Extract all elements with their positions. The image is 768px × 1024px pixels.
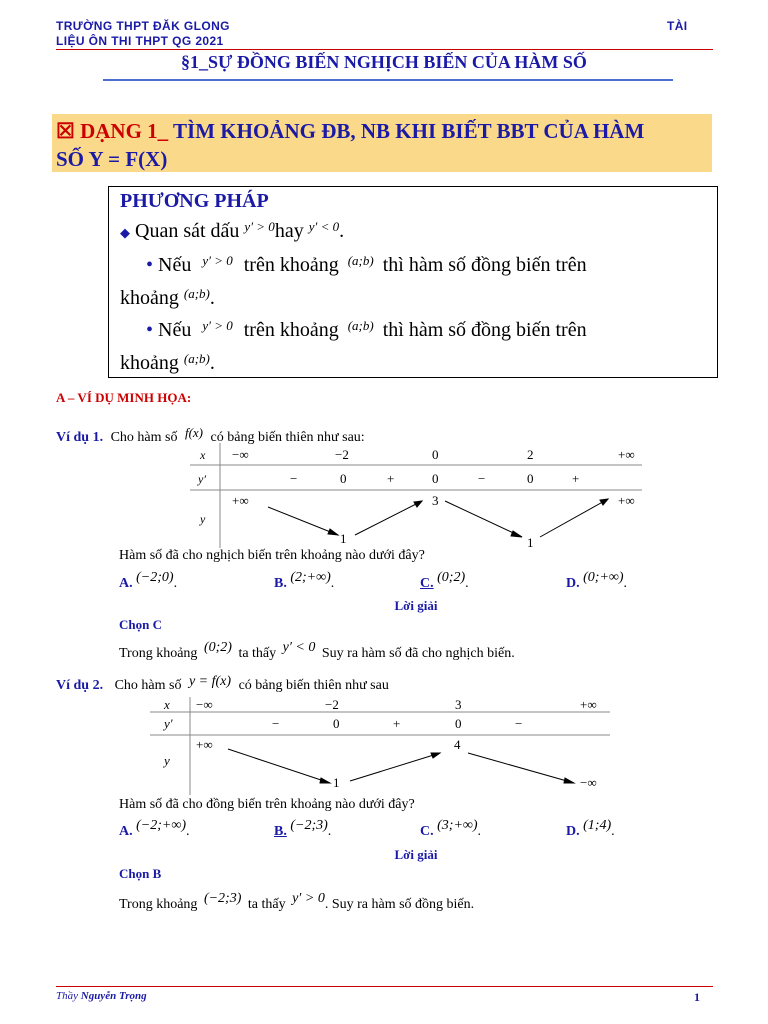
header-right: TÀI: [667, 19, 688, 33]
x-value: −2: [335, 447, 349, 462]
x-value: 3: [455, 697, 462, 712]
solution-text: Trong khoảng: [119, 646, 198, 661]
y-value: 1: [527, 535, 534, 548]
footer-author-name: Nguyễn Trọng: [80, 990, 147, 1002]
math: (a;b): [347, 318, 374, 333]
sign: 0: [333, 716, 340, 731]
increase-arrow: [540, 499, 608, 537]
option-value: (−2;3): [290, 818, 328, 833]
example-2-question: Hàm số đã cho đồng biến trên khoảng nào dưới đây?: [119, 797, 415, 812]
example-text: Cho hàm số: [110, 430, 178, 445]
example-1-question: Hàm số đã cho nghịch biến trên khoảng nào dưới đây?: [119, 548, 425, 563]
option-label-correct: C.: [420, 576, 434, 591]
method-text: trên khoảng: [243, 254, 339, 276]
arrowhead: [564, 778, 574, 783]
method-text: hay: [274, 220, 304, 242]
row-label-y: y: [200, 512, 206, 526]
sign: 0: [455, 716, 462, 731]
option-value: (0;2): [437, 570, 466, 585]
dang-text-1: TÌM KHOẢNG ĐB, NB KHI BIẾT BBT CỦA HÀM: [173, 119, 645, 143]
y-value: 1: [333, 775, 340, 790]
y-value: 1: [340, 531, 347, 546]
method-title: PHƯƠNG PHÁP: [120, 190, 269, 212]
option-value: (0;+∞): [583, 570, 624, 585]
arrowhead: [320, 778, 330, 783]
arrowhead: [414, 501, 422, 507]
loi-giai-1: Lời giải: [394, 598, 438, 613]
row-label-x: x: [200, 448, 206, 462]
y-value: 4: [454, 737, 461, 752]
example-text: có bảng biến thiên như sau:: [210, 430, 365, 445]
solution-text: Suy ra hàm số đã cho nghịch biến.: [321, 646, 515, 661]
option-c[interactable]: C. (0;2).: [420, 570, 469, 591]
sign: +: [572, 471, 580, 486]
math: (a;b): [183, 286, 210, 301]
diamond-bullet-icon: ◆: [120, 225, 130, 240]
method-text: .: [209, 352, 215, 374]
sign: −: [272, 716, 280, 731]
math: y′ > 0: [292, 891, 325, 906]
math: (a;b): [183, 351, 210, 366]
solution-text: Trong khoảng: [119, 897, 198, 912]
variation-table-2: [150, 697, 612, 795]
method-text: Nếu: [158, 254, 192, 276]
section-heading: A – VÍ DỤ MINH HỌA:: [56, 390, 192, 405]
dang-text-2: SỐ Y = F(X): [56, 147, 168, 171]
y-value: +∞: [196, 737, 213, 752]
example-label: Ví dụ 1.: [56, 430, 104, 445]
footer-author: [56, 990, 147, 1002]
method-text: .: [339, 220, 345, 242]
example-label: Ví dụ 2.: [56, 678, 104, 693]
answer-1: Chọn C: [119, 617, 162, 632]
math: y′ > 0: [244, 219, 275, 234]
math: (−2;3): [203, 891, 242, 906]
dang-label: DẠNG 1_: [80, 119, 169, 143]
row-label-yprime: y′: [198, 472, 206, 486]
example-2-intro: [56, 674, 389, 694]
x-value: 0: [432, 447, 439, 462]
method-box: [108, 186, 718, 378]
title-underline: [103, 79, 673, 81]
sign: +: [387, 471, 395, 486]
option-d[interactable]: D. (1;4).: [566, 818, 615, 839]
method-line-3: [120, 286, 215, 310]
sign: 0: [527, 471, 534, 486]
x-value: +∞: [580, 697, 597, 712]
solution-text: ta thấy: [247, 897, 286, 912]
option-label: A.: [119, 576, 133, 591]
decrease-arrow: [445, 501, 522, 537]
page-title: §1_SỰ ĐỒNG BIẾN NGHỊCH BIẾN CỦA HÀM SỐ: [181, 52, 587, 72]
x-value: −∞: [232, 447, 249, 462]
x-value: −2: [325, 697, 339, 712]
bullet-dot-icon: •: [146, 254, 154, 276]
bullet-dot-icon: •: [146, 319, 154, 341]
y-value: 3: [432, 493, 439, 508]
option-c[interactable]: C. (3;+∞).: [420, 818, 482, 839]
math: f(x): [184, 425, 204, 440]
arrowhead: [600, 499, 608, 505]
solution-1: [119, 640, 515, 662]
method-text: Nếu: [158, 319, 192, 341]
option-a[interactable]: A. (−2;0).: [119, 570, 178, 591]
dang-heading: [56, 117, 716, 173]
option-label: B.: [274, 576, 287, 591]
arrowhead: [328, 529, 338, 535]
decrease-arrow: [228, 749, 330, 783]
header-school: TRƯỜNG THPT ĐĂK GLONG: [56, 19, 230, 33]
method-text: khoảng: [120, 287, 179, 309]
row-label-yprime: y′: [164, 716, 173, 731]
x-value: 2: [527, 447, 534, 462]
option-label: C.: [420, 824, 434, 839]
footer-author-prefix: Thầy: [56, 990, 78, 1002]
option-b[interactable]: B. (2;+∞).: [274, 570, 335, 591]
method-text: khoảng: [120, 352, 179, 374]
option-a[interactable]: A. (−2;+∞).: [119, 818, 190, 839]
method-line-5: [120, 351, 215, 375]
x-value: +∞: [618, 447, 635, 462]
answer-2: Chọn B: [119, 866, 162, 881]
option-value: (−2;+∞): [136, 818, 186, 833]
solution-text: ta thấy: [238, 646, 277, 661]
method-line-2: [146, 253, 587, 277]
checkbox-icon: ☒: [56, 119, 75, 143]
solution-2: [119, 891, 474, 913]
option-value: (2;+∞): [290, 570, 331, 585]
option-b[interactable]: B. (−2;3).: [274, 818, 332, 839]
decrease-arrow: [468, 753, 574, 783]
math: (0;2): [203, 640, 232, 655]
option-label: D.: [566, 576, 580, 591]
y-value: −∞: [580, 775, 597, 790]
method-text: thì hàm số đồng biến trên: [382, 254, 587, 276]
header-rule: [56, 49, 713, 50]
option-value: (1;4): [583, 818, 612, 833]
y-value: +∞: [232, 493, 249, 508]
sign: −: [478, 471, 486, 486]
row-label-x: x: [164, 697, 170, 712]
option-label-correct: B.: [274, 824, 287, 839]
math: (a;b): [347, 253, 374, 268]
sign: −: [515, 716, 523, 731]
page-number: 1: [694, 990, 700, 1004]
option-label: A.: [119, 824, 133, 839]
method-line-4: [146, 318, 587, 342]
arrowhead: [511, 531, 522, 537]
option-d[interactable]: D. (0;+∞).: [566, 570, 628, 591]
option-value: (−2;0): [136, 570, 174, 585]
y-value: +∞: [618, 493, 635, 508]
x-value: −∞: [196, 697, 213, 712]
decrease-arrow: [268, 507, 338, 535]
math: y′ < 0: [282, 640, 316, 655]
math: y′ < 0: [308, 219, 340, 234]
math: y′ > 0: [202, 318, 233, 333]
row-label-y: y: [164, 753, 170, 768]
header-document: LIỆU ÔN THI THPT QG 2021: [56, 34, 224, 48]
option-label: D.: [566, 824, 580, 839]
math: y = f(x): [188, 674, 232, 689]
method-text: trên khoảng: [243, 319, 339, 341]
method-text: thì hàm số đồng biến trên: [382, 319, 587, 341]
sign: 0: [432, 471, 439, 486]
sign: −: [290, 471, 298, 486]
arrowhead: [431, 753, 440, 758]
method-text: Quan sát dấu: [135, 220, 240, 242]
method-text: .: [209, 287, 215, 309]
method-line-1: [120, 219, 344, 243]
solution-text: . Suy ra hàm số đồng biến.: [324, 897, 475, 912]
example-text: có bảng biến thiên như sau: [238, 678, 389, 693]
sign: +: [393, 716, 401, 731]
footer-rule: [56, 986, 713, 987]
variation-table-1: [190, 443, 645, 548]
sign: 0: [340, 471, 347, 486]
increase-arrow: [355, 501, 422, 535]
loi-giai-2: Lời giải: [394, 847, 438, 862]
example-text: Cho hàm số: [114, 678, 182, 693]
math: y′ > 0: [202, 253, 233, 268]
option-value: (3;+∞): [437, 818, 478, 833]
increase-arrow: [350, 753, 440, 781]
